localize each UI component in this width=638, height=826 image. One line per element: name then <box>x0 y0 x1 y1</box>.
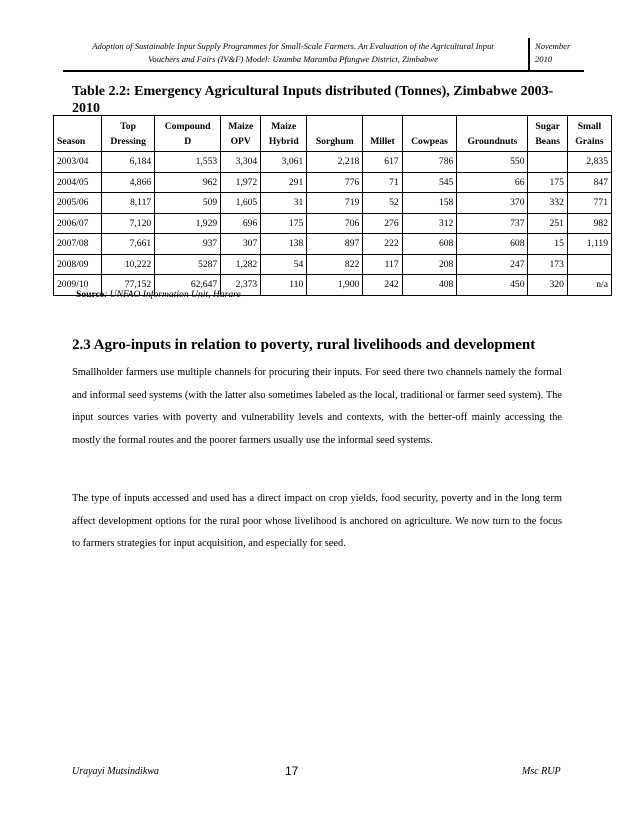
value-cell: 408 <box>402 275 457 296</box>
table-source <box>76 289 241 300</box>
value-cell: 847 <box>567 172 611 193</box>
value-cell: 1,900 <box>307 275 363 296</box>
value-cell: 276 <box>363 213 402 234</box>
paragraph-2: The type of inputs accessed and used has a direct impact on crop yields, food security, poverty and in the long term affect development options for the rural poor whose livelihood is anchored on agriculture. We now turn to the focus to farmers strategies for input acquisition, and especially for seed. <box>72 493 562 550</box>
value-cell: 776 <box>307 172 363 193</box>
value-cell: 10,222 <box>102 254 155 275</box>
header-cell: OPV <box>221 132 261 152</box>
season-cell: 2006/07 <box>54 213 102 234</box>
header-date-month: November <box>535 41 571 51</box>
value-cell: 370 <box>457 193 528 214</box>
value-cell: 1,929 <box>155 213 221 234</box>
value-cell: 110 <box>261 275 307 296</box>
header-title-line2: Vouchers and Fairs (IV&F) Model: Uzumba Maramba Pfungwe District, Zimbabwe <box>148 53 438 64</box>
season-cell: 2005/06 <box>54 193 102 214</box>
value-cell: 822 <box>307 254 363 275</box>
value-cell: 786 <box>402 152 457 173</box>
table-row <box>54 254 612 275</box>
table-header-row-1 <box>54 116 612 133</box>
header-vertical-rule <box>528 38 530 70</box>
value-cell <box>567 254 611 275</box>
value-cell: 696 <box>221 213 261 234</box>
value-cell: 54 <box>261 254 307 275</box>
header-cell: Sorghum <box>307 132 363 152</box>
table-row <box>54 152 612 173</box>
season-cell: 2007/08 <box>54 234 102 255</box>
value-cell: 117 <box>363 254 402 275</box>
value-cell: 608 <box>402 234 457 255</box>
value-cell: 8,117 <box>102 193 155 214</box>
table-row <box>54 234 612 255</box>
value-cell: 6,184 <box>102 152 155 173</box>
value-cell: 242 <box>363 275 402 296</box>
value-cell: 62,647 <box>155 275 221 296</box>
value-cell: 77,152 <box>102 275 155 296</box>
table-body <box>54 152 612 296</box>
header-cell <box>402 116 457 133</box>
value-cell: 450 <box>457 275 528 296</box>
value-cell: 608 <box>457 234 528 255</box>
value-cell: 138 <box>261 234 307 255</box>
header-cell: Top <box>102 116 155 133</box>
value-cell: 982 <box>567 213 611 234</box>
season-cell: 2004/05 <box>54 172 102 193</box>
table-row <box>54 172 612 193</box>
header-cell: Maize <box>261 116 307 133</box>
header-cell: Cowpeas <box>402 132 457 152</box>
header-horizontal-rule <box>63 70 584 72</box>
value-cell: 71 <box>363 172 402 193</box>
value-cell: 771 <box>567 193 611 214</box>
value-cell: 251 <box>528 213 567 234</box>
value-cell: 1,972 <box>221 172 261 193</box>
header-cell: Grains <box>567 132 611 152</box>
value-cell: 706 <box>307 213 363 234</box>
value-cell: 897 <box>307 234 363 255</box>
header-cell: Groundnuts <box>457 132 528 152</box>
header-cell: Beans <box>528 132 567 152</box>
value-cell: 509 <box>155 193 221 214</box>
value-cell: 3,061 <box>261 152 307 173</box>
source-text: : UNFAO Information Unit, Harare <box>104 289 241 300</box>
season-cell: 2008/09 <box>54 254 102 275</box>
value-cell: 545 <box>402 172 457 193</box>
footer-degree: Msc RUP <box>522 766 561 777</box>
season-cell: 2003/04 <box>54 152 102 173</box>
value-cell: 719 <box>307 193 363 214</box>
value-cell: 291 <box>261 172 307 193</box>
value-cell: 2,373 <box>221 275 261 296</box>
value-cell: 3,304 <box>221 152 261 173</box>
table-caption: Table 2.2: Emergency Agricultural Inputs distributed (Tonnes), Zimbabwe 2003-2010 <box>72 84 554 116</box>
running-header <box>63 38 584 70</box>
header-title <box>63 40 523 65</box>
value-cell: 307 <box>221 234 261 255</box>
header-cell: Dressing <box>102 132 155 152</box>
header-cell: D <box>155 132 221 152</box>
value-cell: 173 <box>528 254 567 275</box>
value-cell: 7,661 <box>102 234 155 255</box>
value-cell: 1,119 <box>567 234 611 255</box>
value-cell: 247 <box>457 254 528 275</box>
header-cell <box>457 116 528 133</box>
value-cell: 312 <box>402 213 457 234</box>
value-cell: 1,553 <box>155 152 221 173</box>
header-cell: Millet <box>363 132 402 152</box>
value-cell: 1,605 <box>221 193 261 214</box>
value-cell: 5287 <box>155 254 221 275</box>
value-cell: 962 <box>155 172 221 193</box>
value-cell: 158 <box>402 193 457 214</box>
header-cell: Sugar <box>528 116 567 133</box>
value-cell: 332 <box>528 193 567 214</box>
header-date-year: 2010 <box>535 53 553 64</box>
value-cell: 208 <box>402 254 457 275</box>
value-cell: 52 <box>363 193 402 214</box>
value-cell: 31 <box>261 193 307 214</box>
value-cell: 1,282 <box>221 254 261 275</box>
value-cell: 175 <box>261 213 307 234</box>
table-header-row-2 <box>54 132 612 152</box>
value-cell: 937 <box>155 234 221 255</box>
page-number: 17 <box>285 764 299 778</box>
value-cell: 4,866 <box>102 172 155 193</box>
value-cell: 2,835 <box>567 152 611 173</box>
table-row <box>54 193 612 214</box>
value-cell: 222 <box>363 234 402 255</box>
value-cell: 15 <box>528 234 567 255</box>
value-cell: 737 <box>457 213 528 234</box>
table-row <box>54 213 612 234</box>
season-cell: 2009/10 <box>54 275 102 296</box>
header-title-line1: Adoption of Sustainable Input Supply Programmes for Small-Scale Farmers. An Evaluation of the Agricultural Input <box>92 41 494 51</box>
value-cell: 7,120 <box>102 213 155 234</box>
header-cell <box>54 116 102 133</box>
header-cell: Small <box>567 116 611 133</box>
header-cell <box>363 116 402 133</box>
source-label: Source <box>76 289 105 300</box>
paragraph-1: Smallholder farmers use multiple channels for procuring their inputs. For seed there two channels namely the formal and informal seed systems (with the latter also sometimes labeled as the local, traditional or farmer seed system). The input sources varies with poverty and vulnerability levels and contexts, with the better-off mainly accessing the mostly the formal routes and the poorer farmers usually use the informal seed systems. <box>72 367 562 446</box>
value-cell: 550 <box>457 152 528 173</box>
section-heading: 2.3 Agro-inputs in relation to poverty, rural livelihoods and development <box>72 337 536 353</box>
header-cell: Season <box>54 132 102 152</box>
header-cell: Compound <box>155 116 221 133</box>
header-date <box>535 40 570 65</box>
value-cell: 175 <box>528 172 567 193</box>
header-cell <box>307 116 363 133</box>
value-cell: 320 <box>528 275 567 296</box>
value-cell: 2,218 <box>307 152 363 173</box>
value-cell: 617 <box>363 152 402 173</box>
value-cell: n/a <box>567 275 611 296</box>
value-cell: 66 <box>457 172 528 193</box>
header-cell: Maize <box>221 116 261 133</box>
value-cell <box>528 152 567 173</box>
footer-author: Urayayi Mutsindikwa <box>72 766 159 777</box>
header-cell: Hybrid <box>261 132 307 152</box>
inputs-table <box>53 115 612 296</box>
